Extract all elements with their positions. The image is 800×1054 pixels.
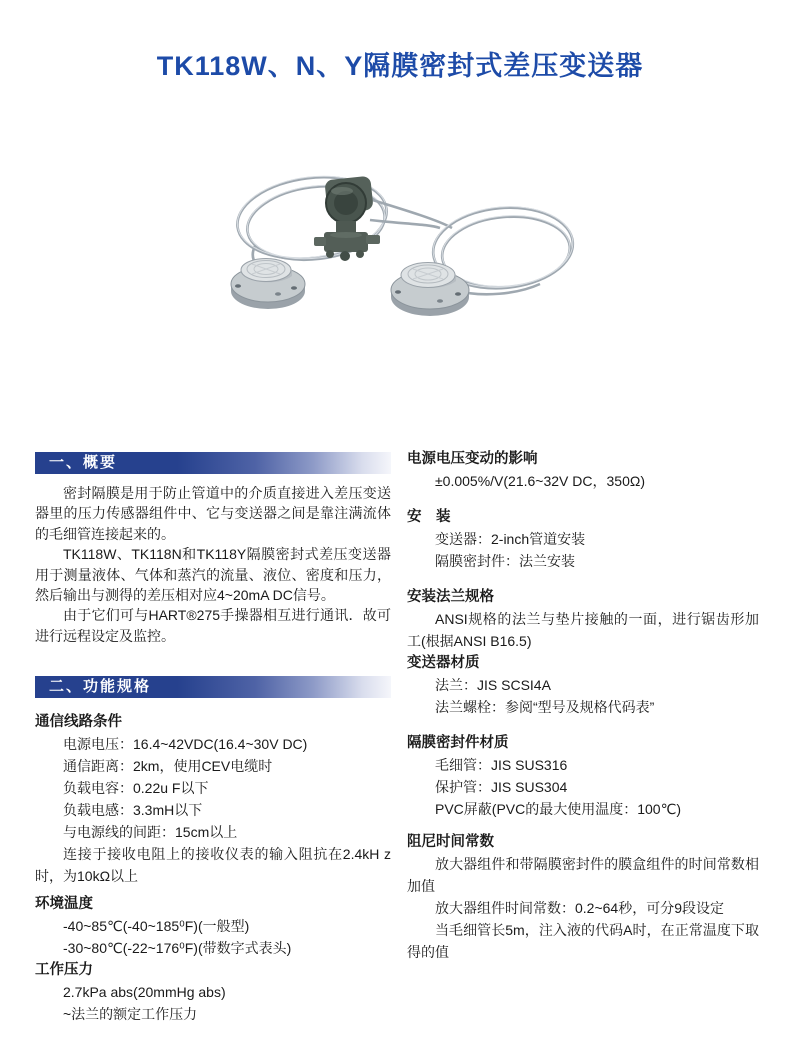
spec-block-title: 环境温度 [35, 896, 93, 913]
left-seal-flange [231, 259, 305, 310]
spec-block-title: 电源电压变动的影响 [407, 451, 538, 467]
spec-block-title: 安装法兰规格 [407, 589, 494, 605]
spec-line: 负载电容：0.22u F以下 [63, 780, 209, 797]
overview-paragraph: 由于它们可与HART®275手操器相互进行通讯．故可进行远程设定及监控。 [35, 607, 391, 644]
spec-line: 通信距离：2km，使用CEV电缆时 [63, 758, 273, 775]
spec-block-working-pressure [35, 959, 391, 1025]
page-title: TK118W、N、Y隔膜密封式差压变送器 [156, 51, 644, 81]
spec-block-seal-material [407, 732, 759, 820]
overview-paragraph: 密封隔膜是用于防止管道中的介质直接进入差压变送器里的压力传感器组件中、它与变送器之间是靠注满流体的毛细管连接起来的。 [35, 485, 391, 542]
spec-line: 放大器组件和带隔膜密封件的膜盒组件的时间常数相加值 [407, 856, 759, 894]
spec-block-title: 工作压力 [35, 962, 93, 979]
spec-line: 2.7kPa abs(20mmHg abs) [63, 984, 226, 1001]
spec-block-mounting-flange-spec [407, 586, 759, 652]
spec-line: ±0.005%/V(21.6~32V DC，350Ω) [435, 473, 645, 489]
section-overview-header [35, 452, 391, 474]
spec-block-communication [35, 711, 391, 887]
spec-line: ANSI规格的法兰与垫片接触的一面，进行锯齿形加工(根据ANSI B16.5) [407, 611, 759, 649]
spec-line: -40~85℃(-40~185⁰F)(一般型) [63, 918, 250, 935]
overview-paragraph: TK118W、TK118N和TK118Y隔膜密封式差压变送器用于测量液体、气体和蒸汽的流量、液位、密度和压力，然后输出与测得的差压相对应4~20mA DC信号。 [35, 546, 391, 604]
spec-line: 与电源线的间距：15cm以上 [63, 824, 238, 841]
spec-line: 法兰：JIS SCSI4A [435, 677, 551, 693]
spec-line: 保护管：JIS SUS304 [435, 779, 568, 795]
spec-block-title: 阻尼时间常数 [407, 834, 494, 850]
spec-block-title: 安 装 [407, 509, 451, 525]
spec-block-title: 通信线路条件 [35, 714, 122, 731]
section-funcspec-title: 二、功能规格 [49, 678, 152, 696]
product-photo [200, 158, 600, 343]
spec-block-damping-time-constant [407, 831, 759, 963]
spec-block-supply-voltage-effect [407, 448, 759, 492]
spec-line: 连接于接收电阻上的接收仪表的输入阻抗在2.4kH z时，为10kΩ以上 [35, 846, 391, 885]
spec-line: 毛细管：JIS SUS316 [435, 757, 568, 773]
spec-line: 当毛细管长5m，注入液的代码A时，在正常温度下取得的值 [407, 922, 759, 960]
spec-line: PVC屏蔽(PVC的最大使用温度：100℃) [435, 801, 681, 817]
spec-line: ~法兰的额定工作压力 [63, 1006, 198, 1023]
right-column [407, 448, 759, 963]
section-overview-title: 一、概要 [49, 454, 118, 471]
spec-line: 隔膜密封件：法兰安装 [435, 553, 575, 569]
left-column [35, 452, 391, 1025]
spec-block-title: 隔膜密封件材质 [407, 735, 509, 751]
spec-line: 负载电感：3.3mH以下 [63, 802, 203, 819]
overview-body [35, 483, 391, 646]
transmitter-body [314, 176, 380, 261]
section-funcspec-header [35, 676, 391, 698]
spec-block-ambient-temperature [35, 893, 391, 959]
spec-line: 变送器：2-inch管道安装 [435, 531, 586, 547]
spec-line: -30~80℃(-22~176⁰F)(带数字式表头) [63, 940, 292, 957]
spec-block-transmitter-material [407, 652, 759, 718]
spec-line: 放大器组件时间常数：0.2~64秒，可分9段设定 [435, 900, 724, 916]
spec-block-installation [407, 506, 759, 572]
spec-block-title: 变送器材质 [407, 655, 480, 671]
spec-line: 电源电压：16.4~42VDC(16.4~30V DC) [63, 736, 308, 753]
product-photo-drawing [200, 158, 600, 343]
right-seal-flange [391, 263, 469, 317]
spec-line: 法兰螺栓：参阅“型号及规格代码表” [435, 699, 655, 715]
